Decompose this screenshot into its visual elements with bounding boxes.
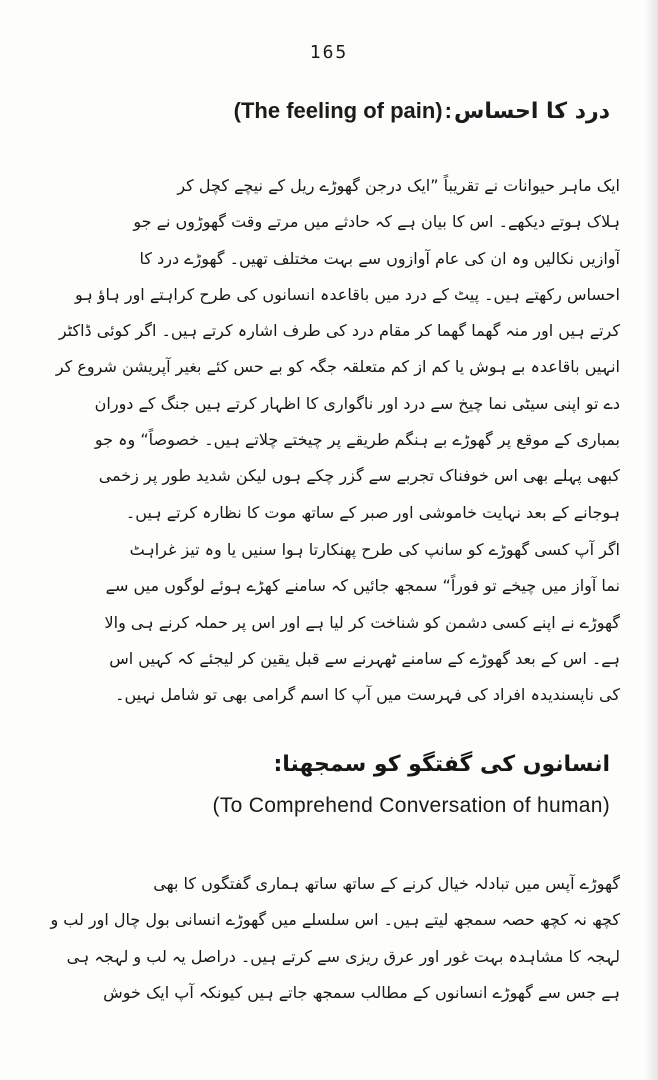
text-line: انہیں باقاعدہ بے ہوش یا کم از کم متعلقہ جگہ کو بے حس کئے بغیر آپریشن شروع کر [55, 357, 620, 377]
page-number: 165 [309, 42, 349, 63]
section-heading-english: (The feeling of pain) [233, 98, 443, 123]
text-line: ہلاک ہوتے دیکھے۔ اس کا بیان ہے کہ حادثے میں مرتے وقت گھوڑوں نے جو [133, 212, 620, 232]
paragraph-conversation-1 [40, 866, 620, 1011]
page-edge-shadow [644, 0, 658, 1080]
text-line: کی ناپسندیدہ افراد کی فہرست میں آپ کا اسم گرامی بھی تو شامل نہیں۔ [115, 685, 620, 705]
text-line: نما آواز میں چیخے تو فوراً“ سمجھ جائیں کہ سامنے کھڑے ہوئے لوگوں میں سے [105, 576, 620, 596]
text-line: گھوڑے نے اپنے کسی دشمن کو شناخت کر لیا ہے اور اس پر حملہ کرنے ہی والا [104, 612, 620, 632]
paragraph-feeling-of-pain-1 [40, 168, 620, 531]
section-heading-urdu: درد کا احساس [453, 99, 610, 124]
text-line: گھوڑے آپس میں تبادلہ خیال کرنے کے ساتھ ساتھ ہماری گفتگوں کا بھی [153, 874, 620, 893]
text-line: احساس رکھتے ہیں۔ پیٹ کے درد میں باقاعدہ انسانوں کی طرح کراہتے اور ہاؤ ہو [75, 284, 620, 304]
text-line: دے تو اپنی سیٹی نما چیخ سے درد اور ناگواری کا اظہار کرتے ہیں جنگ کے دوران [94, 393, 620, 413]
text-line: آوازیں نکالیں وہ ان کی عام آوازوں سے بہت مختلف تھیں۔ گھوڑے درد کا [139, 248, 620, 268]
text-line: لہجہ کا مشاہدہ بہت غور اور عرق ریزی سے کرتے ہیں۔ دراصل یہ لب و لہجہ ہی [66, 946, 620, 966]
section-heading-feeling-of-pain [230, 98, 610, 138]
text-line: ہوجانے کے بعد نہایت خاموشی اور صبر کے ساتھ موت کا نظارہ کرتے ہیں۔ [125, 502, 620, 522]
text-line: ہے جس سے گھوڑے انسانوں کے مطالب سمجھ جاتے ہیں کیونکہ آپ ایک خوش [103, 982, 620, 1002]
section-heading-conversation-english: (To Comprehend Conversation of human) [212, 794, 610, 817]
text-line: کرتے ہیں اور منہ گھما گھما کر مقام درد کی طرف اشارہ کرتے ہیں۔ اگر کوئی ڈاکٹر [58, 321, 620, 341]
section-heading-conversation-urdu: انسانوں کی گفتگو کو سمجھنا: [273, 752, 610, 777]
paragraph-feeling-of-pain-2 [40, 532, 620, 713]
text-line: بمباری کے موقع پر گھوڑے بے ہنگم طریقے پر چیختے چلاتے ہیں۔ خصوصاً“ وہ جو [94, 430, 620, 450]
text-line: ہے۔ اس کے بعد گھوڑے کے سامنے ٹھہرنے سے قبل یقین کر لیجئے کہ کہیں اس [109, 648, 620, 668]
text-line: ایک ماہر حیوانات نے تقریباً ”ایک درجن گھوڑے ریل کے نیچے کچل کر [177, 176, 620, 195]
text-line: اگر آپ کسی گھوڑے کو سانپ کی طرح پھنکارتا ہوا سنیں یا وہ تیز غراہٹ [129, 540, 620, 559]
text-line: کبھی پہلے بھی اس خوفناک تجربے سے گزر چکے ہوں لیکن شدید طور پر زخمی [98, 466, 620, 486]
section-heading-separator: : [444, 98, 452, 123]
text-line: کچھ نہ کچھ حصہ سمجھ لیتے ہیں۔ اس سلسلے میں گھوڑے انسانی بول چال اور لب و [50, 910, 620, 930]
